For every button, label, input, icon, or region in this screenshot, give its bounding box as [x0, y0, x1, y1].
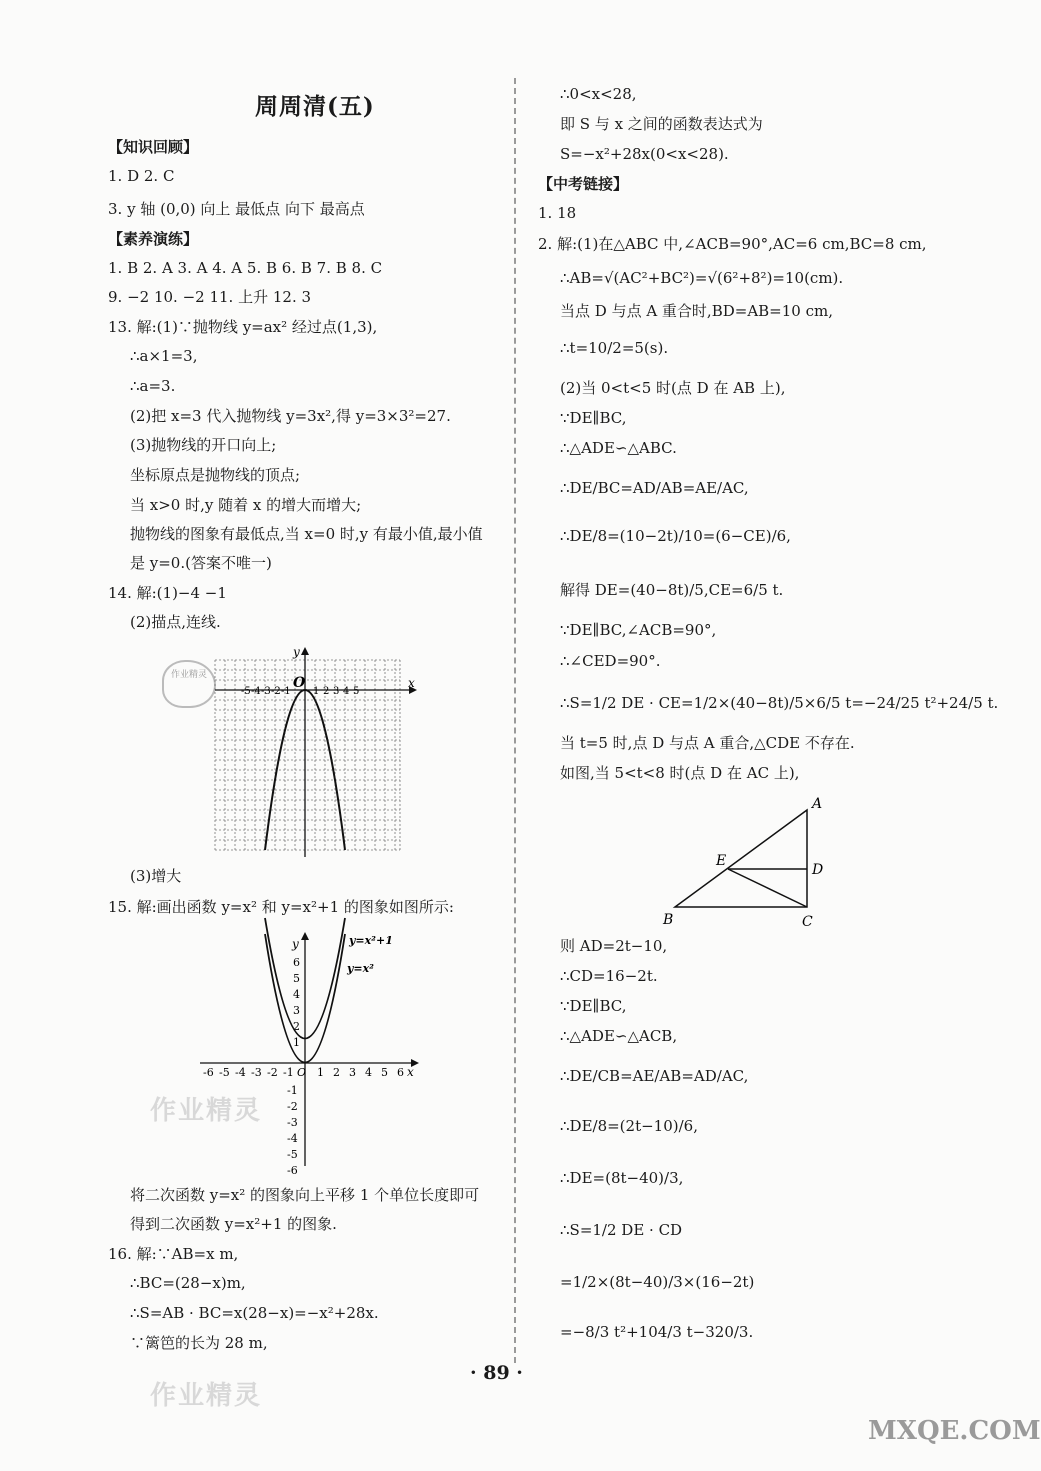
y-tick-label: -4: [287, 1132, 298, 1145]
segment-ec: [728, 869, 807, 907]
y-axis-label: y: [292, 937, 299, 951]
y-tick-label: -6: [287, 1164, 298, 1177]
x-tick-label: 6: [397, 1066, 404, 1079]
solution-line: ∵DE∥BC,∠ACB=90°,: [560, 621, 717, 639]
page-title: 周周清(五): [255, 93, 375, 120]
y-tick-label: -1: [287, 1084, 298, 1097]
y-tick-label: 1: [293, 1036, 300, 1049]
origin-label: O: [293, 675, 306, 691]
solution-line: ∴DE/BC=AD/AB=AE/AC,: [560, 479, 749, 497]
x-tick-label: -1: [281, 686, 291, 697]
watermark: 作业精灵: [150, 1381, 263, 1411]
solution-line: ∴DE/8=(2t−10)/6,: [560, 1117, 698, 1135]
y-tick-label: 5: [293, 972, 300, 985]
solution-line: ∴DE=(8t−40)/3,: [560, 1169, 684, 1187]
section-heading: 【素养演练】: [108, 230, 199, 248]
x-axis-label: x: [407, 1065, 414, 1079]
y-tick-label: -3: [287, 1116, 298, 1129]
triangle-figure: [660, 792, 840, 932]
solution-line: (2)当 0<t<5 时(点 D 在 AB 上),: [560, 379, 786, 397]
x-tick-label: -4: [251, 686, 261, 697]
solution-line: 是 y=0.(答案不唯一): [130, 554, 272, 572]
solution-line: (3)增大: [130, 867, 182, 885]
solution-line: ∵篱笆的长为 28 m,: [130, 1334, 268, 1352]
solution-line: 得到二次函数 y=x²+1 的图象.: [130, 1215, 337, 1233]
vertex-label: C: [802, 914, 813, 930]
solution-line: ∵DE∥BC,: [560, 997, 627, 1015]
answer-line: 1. 18: [538, 204, 577, 222]
solution-line: 如图,当 5<t<8 时(点 D 在 AC 上),: [560, 764, 800, 782]
solution-line: ∴△ADE∽△ACB,: [560, 1027, 678, 1045]
solution-line: (2)描点,连线.: [130, 613, 221, 631]
x-tick-label: 2: [323, 686, 330, 697]
x-tick-label: 3: [349, 1066, 356, 1079]
solution-line: 14. 解:(1)−4 −1: [108, 584, 227, 602]
vertex-label: A: [812, 796, 823, 812]
solution-line: 16. 解:∵AB=x m,: [108, 1245, 239, 1263]
x-tick-label: 5: [353, 686, 360, 697]
page-number: · 89 ·: [470, 1362, 523, 1384]
solution-line: S=−x²+28x(0<x<28).: [560, 145, 729, 163]
solution-line: ∴a×1=3,: [130, 347, 198, 365]
triangle-abc: [675, 810, 807, 907]
x-tick-label: -3: [261, 686, 271, 697]
origin-label: O: [297, 1066, 307, 1079]
parabola-grid-graph: [205, 645, 425, 860]
y-tick-label: 3: [293, 1004, 300, 1017]
x-tick-label: 4: [365, 1066, 372, 1079]
solution-line: ∴∠CED=90°.: [560, 652, 661, 670]
solution-line: 坐标原点是抛物线的顶点;: [130, 466, 301, 484]
solution-line: ∴△ADE∽△ABC.: [560, 439, 677, 457]
solution-line: 当 t=5 时,点 D 与点 A 重合,△CDE 不存在.: [560, 734, 855, 752]
solution-line: 当 x>0 时,y 随着 x 的增大而增大;: [130, 496, 362, 514]
answer-line: 9. −2 10. −2 11. 上升 12. 3: [108, 288, 312, 306]
x-tick-label: 4: [343, 686, 350, 697]
x-tick-label: -4: [235, 1066, 246, 1079]
watermark: 作业精灵: [150, 1096, 263, 1126]
x-tick-label: 2: [333, 1066, 340, 1079]
solution-line: ∴S=AB · BC=x(28−x)=−x²+28x.: [130, 1304, 379, 1322]
solution-line: ∴AB=√(AC²+BC²)=√(6²+8²)=10(cm).: [560, 269, 844, 287]
two-parabolas-graph: [195, 928, 420, 1177]
solution-line: ∴CD=16−2t.: [560, 967, 658, 985]
x-tick-label: -1: [283, 1066, 294, 1079]
answer-line: 1. B 2. A 3. A 4. A 5. B 6. B 7. B 8. C: [108, 259, 383, 277]
x-tick-label: -2: [267, 1066, 278, 1079]
solution-line: (3)抛物线的开口向上;: [130, 436, 277, 454]
vertex-label: D: [812, 862, 824, 878]
column-divider: [514, 78, 516, 1363]
solution-line: ∵DE∥BC,: [560, 409, 627, 427]
x-axis-label: x: [408, 676, 415, 690]
solution-line: ∴a=3.: [130, 377, 176, 395]
y-tick-label: -2: [287, 1100, 298, 1113]
x-tick-label: 3: [333, 686, 340, 697]
x-tick-label: -3: [251, 1066, 262, 1079]
solution-line: 15. 解:画出函数 y=x² 和 y=x²+1 的图象如图所示:: [108, 898, 454, 916]
section-heading: 【知识回顾】: [108, 138, 199, 156]
y-tick-label: 6: [293, 956, 300, 969]
y-tick-label: 2: [293, 1020, 300, 1033]
solution-line: (2)把 x=3 代入抛物线 y=3x²,得 y=3×3²=27.: [130, 407, 451, 425]
solution-line: 2. 解:(1)在△ABC 中,∠ACB=90°,AC=6 cm,BC=8 cm,: [538, 235, 927, 253]
vertex-label: B: [663, 912, 674, 928]
solution-line: ∴BC=(28−x)m,: [130, 1274, 246, 1292]
answer-line: 3. y 轴 (0,0) 向上 最低点 向下 最高点: [108, 200, 365, 218]
solution-line: 13. 解:(1)∵抛物线 y=ax² 经过点(1,3),: [108, 318, 378, 336]
corner-watermark: MXQE.COM: [868, 1416, 1041, 1446]
solution-line: ∴S=1/2 DE · CE=1/2×(40−8t)/5×6/5 t=−24/25 t²+24/5 t.: [560, 694, 999, 712]
y-tick-label: -5: [287, 1148, 298, 1161]
x-tick-label: -2: [271, 686, 281, 697]
y-axis-label: y: [293, 645, 300, 659]
curve-label: y=x²: [347, 962, 374, 975]
stamp: 作业精灵: [162, 660, 216, 708]
solution-line: ∴DE/CB=AE/AB=AD/AC,: [560, 1067, 749, 1085]
vertex-label: E: [716, 853, 727, 869]
solution-line: ∴DE/8=(10−2t)/10=(6−CE)/6,: [560, 527, 791, 545]
section-heading: 【中考链接】: [538, 175, 629, 193]
x-tick-label: 5: [381, 1066, 388, 1079]
y-tick-label: 4: [293, 988, 300, 1001]
answer-line: 1. D 2. C: [108, 167, 175, 185]
x-tick-label: -6: [203, 1066, 214, 1079]
solution-line: 将二次函数 y=x² 的图象向上平移 1 个单位长度即可: [130, 1186, 480, 1204]
curve-label: y=x²+1: [349, 934, 393, 947]
solution-line: ∴0<x<28,: [560, 85, 637, 103]
solution-line: 当点 D 与点 A 重合时,BD=AB=10 cm,: [560, 302, 833, 320]
solution-line: ∴t=10/2=5(s).: [560, 339, 669, 357]
solution-line: 解得 DE=(40−8t)/5,CE=6/5 t.: [560, 581, 784, 599]
solution-line: 抛物线的图象有最低点,当 x=0 时,y 有最小值,最小值: [130, 525, 483, 543]
x-tick-label: 1: [313, 686, 320, 697]
solution-line: =−8/3 t²+104/3 t−320/3.: [560, 1323, 754, 1341]
x-tick-label: -5: [219, 1066, 230, 1079]
solution-line: 即 S 与 x 之间的函数表达式为: [560, 115, 763, 133]
solution-line: =1/2×(8t−40)/3×(16−2t): [560, 1273, 755, 1291]
x-tick-label: 1: [317, 1066, 324, 1079]
x-tick-label: -5: [241, 686, 251, 697]
solution-line: ∴S=1/2 DE · CD: [560, 1221, 683, 1239]
solution-line: 则 AD=2t−10,: [560, 937, 668, 955]
